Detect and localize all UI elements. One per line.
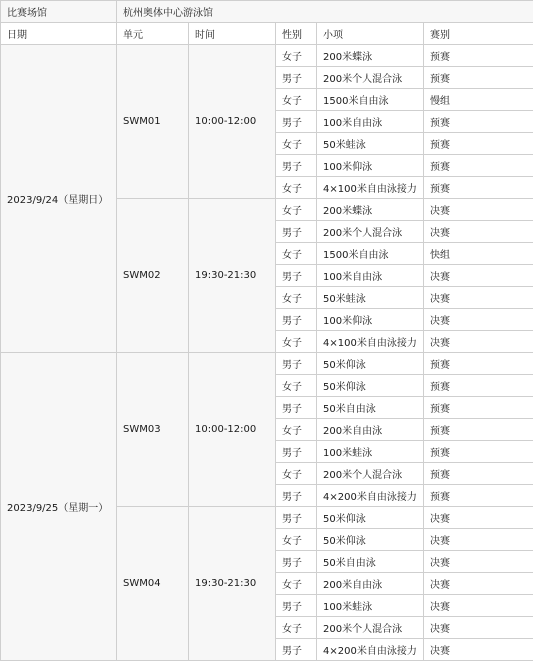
- time-cell: 19:30-21:30: [189, 507, 276, 661]
- venue-label: 比赛场馆: [1, 1, 117, 23]
- unit-cell: SWM04: [117, 507, 189, 661]
- event-cell: 200米个人混合泳: [317, 463, 424, 485]
- round-cell: 预赛: [424, 419, 533, 441]
- column-header-round: 赛别: [424, 23, 533, 45]
- sex-cell: 男子: [276, 485, 317, 507]
- round-cell: 决赛: [424, 507, 533, 529]
- round-cell: 预赛: [424, 67, 533, 89]
- table-row: [1, 353, 533, 375]
- round-cell: 决赛: [424, 529, 533, 551]
- event-cell: 50米蛙泳: [317, 287, 424, 309]
- time-cell: 10:00-12:00: [189, 45, 276, 199]
- event-cell: 1500米自由泳: [317, 243, 424, 265]
- column-header-row: [1, 23, 533, 45]
- sex-cell: 男子: [276, 265, 317, 287]
- date-cell: 2023/9/25（星期一）: [1, 353, 117, 661]
- sex-cell: 女子: [276, 199, 317, 221]
- sex-cell: 男子: [276, 155, 317, 177]
- unit-cell: SWM02: [117, 199, 189, 353]
- event-cell: 200米个人混合泳: [317, 67, 424, 89]
- sex-cell: 女子: [276, 45, 317, 67]
- unit-cell: SWM01: [117, 45, 189, 199]
- sex-cell: 女子: [276, 177, 317, 199]
- schedule-body: [1, 1, 533, 661]
- sex-cell: 男子: [276, 441, 317, 463]
- round-cell: 预赛: [424, 441, 533, 463]
- event-cell: 200米自由泳: [317, 573, 424, 595]
- sex-cell: 男子: [276, 221, 317, 243]
- sex-cell: 女子: [276, 133, 317, 155]
- event-cell: 100米仰泳: [317, 155, 424, 177]
- sex-cell: 女子: [276, 331, 317, 353]
- time-cell: 10:00-12:00: [189, 353, 276, 507]
- event-cell: 100米蛙泳: [317, 595, 424, 617]
- round-cell: 预赛: [424, 45, 533, 67]
- date-cell: 2023/9/24（星期日）: [1, 45, 117, 353]
- sex-cell: 女子: [276, 375, 317, 397]
- round-cell: 预赛: [424, 133, 533, 155]
- event-cell: 100米仰泳: [317, 309, 424, 331]
- sex-cell: 女子: [276, 463, 317, 485]
- sex-cell: 女子: [276, 89, 317, 111]
- event-cell: 4×100米自由泳接力: [317, 331, 424, 353]
- event-cell: 50米仰泳: [317, 353, 424, 375]
- sex-cell: 女子: [276, 529, 317, 551]
- round-cell: 决赛: [424, 265, 533, 287]
- round-cell: 决赛: [424, 199, 533, 221]
- round-cell: 预赛: [424, 485, 533, 507]
- sex-cell: 男子: [276, 67, 317, 89]
- event-cell: 50米仰泳: [317, 375, 424, 397]
- table-row: [1, 45, 533, 67]
- sex-cell: 男子: [276, 639, 317, 661]
- event-cell: 200米个人混合泳: [317, 617, 424, 639]
- round-cell: 决赛: [424, 309, 533, 331]
- event-cell: 4×200米自由泳接力: [317, 485, 424, 507]
- event-cell: 50米蛙泳: [317, 133, 424, 155]
- event-cell: 200米蝶泳: [317, 45, 424, 67]
- round-cell: 决赛: [424, 639, 533, 661]
- event-cell: 50米自由泳: [317, 397, 424, 419]
- event-cell: 200米个人混合泳: [317, 221, 424, 243]
- event-cell: 50米自由泳: [317, 551, 424, 573]
- sex-cell: 男子: [276, 551, 317, 573]
- round-cell: 预赛: [424, 375, 533, 397]
- round-cell: 预赛: [424, 111, 533, 133]
- round-cell: 预赛: [424, 353, 533, 375]
- sex-cell: 男子: [276, 595, 317, 617]
- round-cell: 预赛: [424, 155, 533, 177]
- event-cell: 100米自由泳: [317, 111, 424, 133]
- event-cell: 200米自由泳: [317, 419, 424, 441]
- event-cell: 4×100米自由泳接力: [317, 177, 424, 199]
- sex-cell: 女子: [276, 287, 317, 309]
- column-header-time: 时间: [189, 23, 276, 45]
- sex-cell: 女子: [276, 617, 317, 639]
- round-cell: 决赛: [424, 617, 533, 639]
- round-cell: 决赛: [424, 573, 533, 595]
- sex-cell: 男子: [276, 353, 317, 375]
- round-cell: 预赛: [424, 397, 533, 419]
- round-cell: 决赛: [424, 287, 533, 309]
- event-cell: 50米仰泳: [317, 507, 424, 529]
- round-cell: 快组: [424, 243, 533, 265]
- column-header-event: 小项: [317, 23, 424, 45]
- sex-cell: 女子: [276, 419, 317, 441]
- round-cell: 决赛: [424, 595, 533, 617]
- unit-cell: SWM03: [117, 353, 189, 507]
- sex-cell: 男子: [276, 111, 317, 133]
- sex-cell: 女子: [276, 243, 317, 265]
- sex-cell: 男子: [276, 309, 317, 331]
- round-cell: 决赛: [424, 551, 533, 573]
- round-cell: 决赛: [424, 331, 533, 353]
- event-cell: 4×200米自由泳接力: [317, 639, 424, 661]
- sex-cell: 女子: [276, 573, 317, 595]
- event-cell: 1500米自由泳: [317, 89, 424, 111]
- sex-cell: 男子: [276, 507, 317, 529]
- venue-value: 杭州奥体中心游泳馆: [117, 1, 533, 23]
- round-cell: 慢组: [424, 89, 533, 111]
- round-cell: 预赛: [424, 177, 533, 199]
- event-cell: 100米蛙泳: [317, 441, 424, 463]
- time-cell: 19:30-21:30: [189, 199, 276, 353]
- event-cell: 200米蝶泳: [317, 199, 424, 221]
- event-cell: 100米自由泳: [317, 265, 424, 287]
- round-cell: 决赛: [424, 221, 533, 243]
- column-header-sex: 性别: [276, 23, 317, 45]
- round-cell: 预赛: [424, 463, 533, 485]
- sex-cell: 男子: [276, 397, 317, 419]
- venue-row: [1, 1, 533, 23]
- column-header-date: 日期: [1, 23, 117, 45]
- column-header-unit: 单元: [117, 23, 189, 45]
- event-cell: 50米仰泳: [317, 529, 424, 551]
